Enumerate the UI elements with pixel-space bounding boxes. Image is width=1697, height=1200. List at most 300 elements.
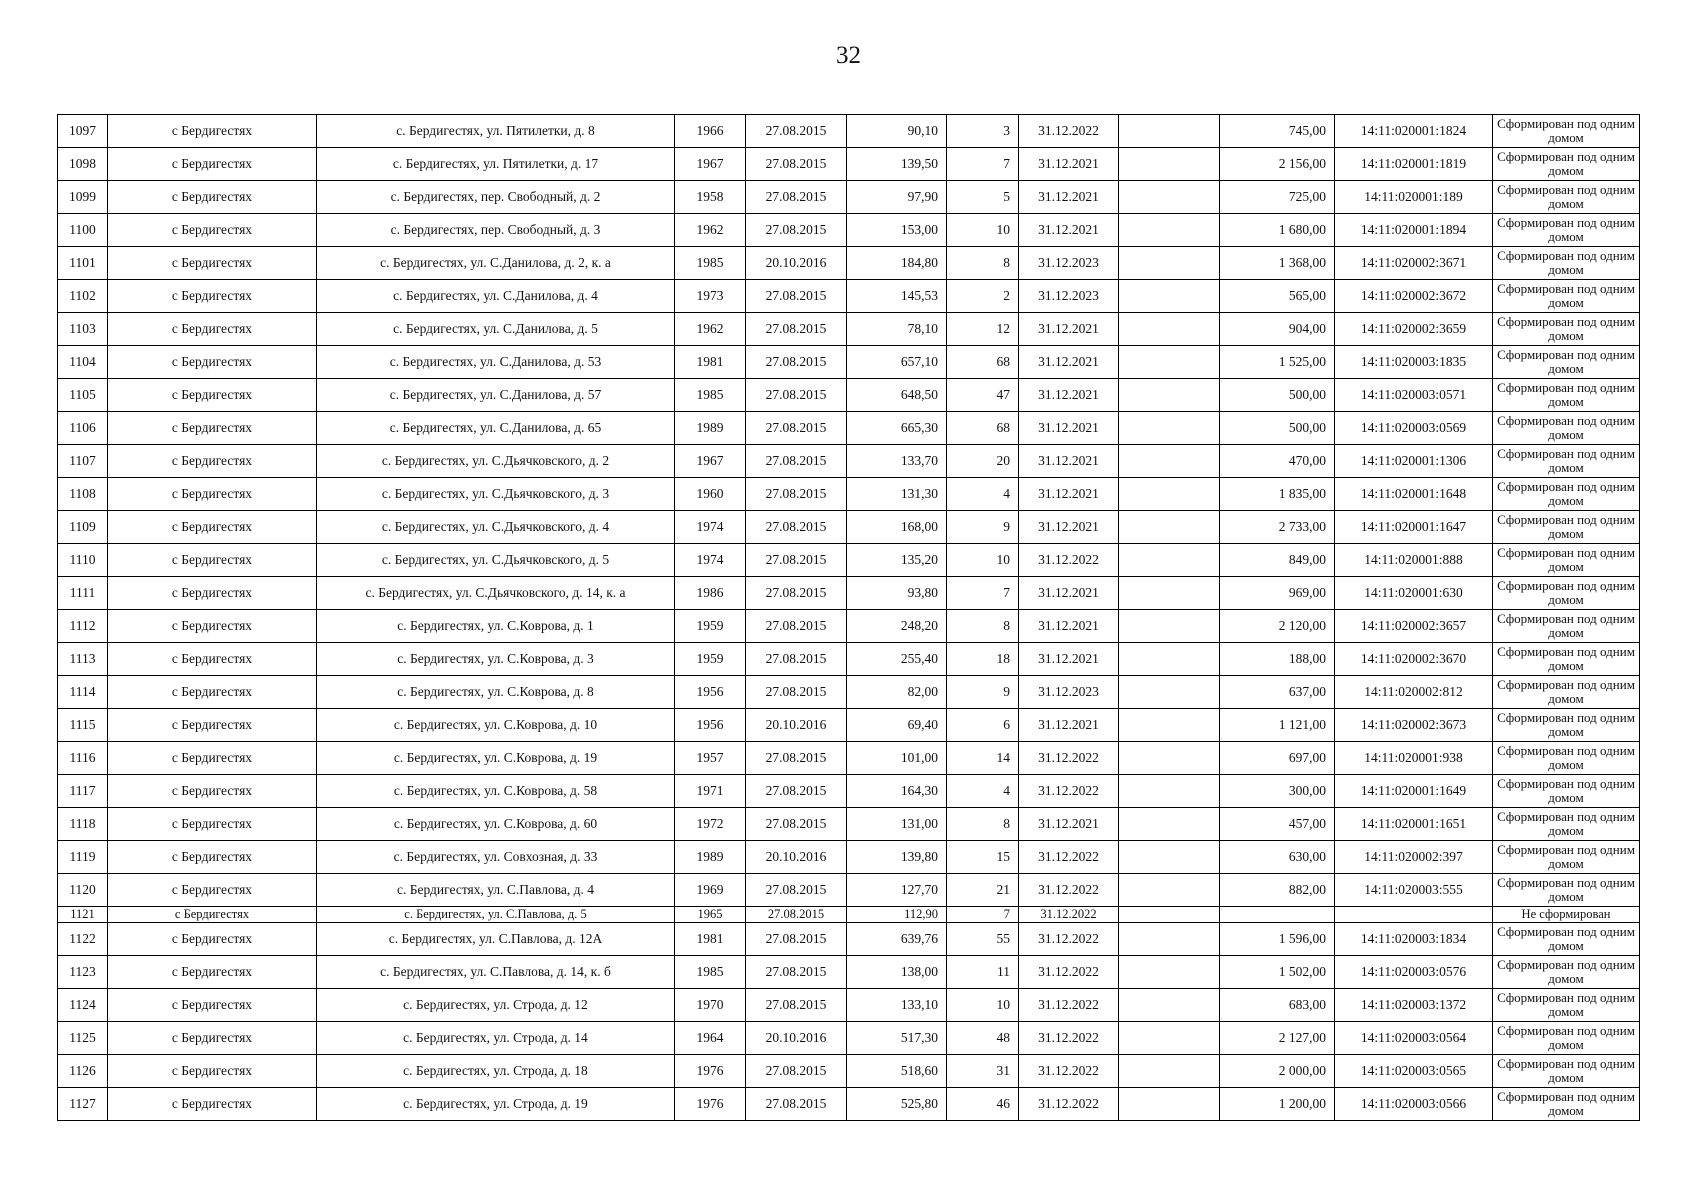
locality-cell: с Бердигестях: [108, 544, 317, 577]
deadline-cell: 31.12.2021: [1019, 148, 1119, 181]
area-cell: 101,00: [847, 742, 947, 775]
area-cell: 665,30: [847, 412, 947, 445]
land-area-cell: 849,00: [1220, 544, 1335, 577]
inclusion-date-cell: 27.08.2015: [746, 1088, 847, 1121]
empty-cell: [1119, 247, 1220, 280]
inclusion-date-cell: 27.08.2015: [746, 610, 847, 643]
land-area-cell: 630,00: [1220, 841, 1335, 874]
table-row: [58, 346, 1640, 379]
table-row: [58, 1055, 1640, 1088]
count-cell: 21: [947, 874, 1019, 907]
address-cell: с. Бердигестях, ул. С.Данилова, д. 65: [317, 412, 675, 445]
address-cell: с. Бердигестях, ул. Строда, д. 18: [317, 1055, 675, 1088]
deadline-cell: 31.12.2022: [1019, 907, 1119, 923]
address-cell: с. Бердигестях, ул. С.Данилова, д. 2, к. а: [317, 247, 675, 280]
locality-cell: с Бердигестях: [108, 907, 317, 923]
row-number-cell: 1108: [58, 478, 108, 511]
count-cell: 4: [947, 478, 1019, 511]
empty-cell: [1119, 709, 1220, 742]
area-cell: 138,00: [847, 956, 947, 989]
table-row: [58, 808, 1640, 841]
cadastral-number-cell: 14:11:020003:0571: [1335, 379, 1493, 412]
inclusion-date-cell: 27.08.2015: [746, 115, 847, 148]
address-cell: с. Бердигестях, пер. Свободный, д. 2: [317, 181, 675, 214]
empty-cell: [1119, 181, 1220, 214]
deadline-cell: 31.12.2021: [1019, 610, 1119, 643]
row-number-cell: 1116: [58, 742, 108, 775]
year-cell: 1974: [675, 511, 746, 544]
count-cell: 9: [947, 511, 1019, 544]
status-cell: Сформирован под одним домом: [1493, 1088, 1640, 1121]
land-area-cell: 683,00: [1220, 989, 1335, 1022]
count-cell: 14: [947, 742, 1019, 775]
table-row: [58, 148, 1640, 181]
locality-cell: с Бердигестях: [108, 1022, 317, 1055]
locality-cell: с Бердигестях: [108, 676, 317, 709]
status-cell: Сформирован под одним домом: [1493, 445, 1640, 478]
inclusion-date-cell: 27.08.2015: [746, 874, 847, 907]
status-cell: Сформирован под одним домом: [1493, 577, 1640, 610]
empty-cell: [1119, 989, 1220, 1022]
row-number-cell: 1117: [58, 775, 108, 808]
locality-cell: с Бердигестях: [108, 610, 317, 643]
count-cell: 10: [947, 544, 1019, 577]
count-cell: 9: [947, 676, 1019, 709]
inclusion-date-cell: 27.08.2015: [746, 181, 847, 214]
address-cell: с. Бердигестях, ул. С.Павлова, д. 5: [317, 907, 675, 923]
land-area-cell: 1 121,00: [1220, 709, 1335, 742]
cadastral-number-cell: 14:11:020002:3659: [1335, 313, 1493, 346]
inclusion-date-cell: 27.08.2015: [746, 445, 847, 478]
empty-cell: [1119, 1088, 1220, 1121]
row-number-cell: 1125: [58, 1022, 108, 1055]
locality-cell: с Бердигестях: [108, 709, 317, 742]
row-number-cell: 1109: [58, 511, 108, 544]
empty-cell: [1119, 379, 1220, 412]
year-cell: 1985: [675, 379, 746, 412]
row-number-cell: 1122: [58, 923, 108, 956]
locality-cell: с Бердигестях: [108, 874, 317, 907]
year-cell: 1970: [675, 989, 746, 1022]
cadastral-number-cell: 14:11:020002:812: [1335, 676, 1493, 709]
status-cell: Сформирован под одним домом: [1493, 775, 1640, 808]
cadastral-number-cell: 14:11:020001:888: [1335, 544, 1493, 577]
inclusion-date-cell: 27.08.2015: [746, 676, 847, 709]
row-number-cell: 1111: [58, 577, 108, 610]
status-cell: Сформирован под одним домом: [1493, 544, 1640, 577]
land-area-cell: 969,00: [1220, 577, 1335, 610]
land-area-cell: 1 368,00: [1220, 247, 1335, 280]
land-area-cell: 745,00: [1220, 115, 1335, 148]
year-cell: 1956: [675, 676, 746, 709]
empty-cell: [1119, 445, 1220, 478]
locality-cell: с Бердигестях: [108, 214, 317, 247]
inclusion-date-cell: 27.08.2015: [746, 313, 847, 346]
year-cell: 1981: [675, 346, 746, 379]
deadline-cell: 31.12.2021: [1019, 379, 1119, 412]
deadline-cell: 31.12.2021: [1019, 412, 1119, 445]
address-cell: с. Бердигестях, ул. С.Дьячковского, д. 14, к. а: [317, 577, 675, 610]
deadline-cell: 31.12.2021: [1019, 181, 1119, 214]
table-row: [58, 742, 1640, 775]
count-cell: 68: [947, 412, 1019, 445]
count-cell: 2: [947, 280, 1019, 313]
deadline-cell: 31.12.2021: [1019, 577, 1119, 610]
land-area-cell: 2 120,00: [1220, 610, 1335, 643]
table-row: [58, 478, 1640, 511]
table-row: [58, 1088, 1640, 1121]
row-number-cell: 1098: [58, 148, 108, 181]
deadline-cell: 31.12.2022: [1019, 1088, 1119, 1121]
cadastral-number-cell: 14:11:020002:3672: [1335, 280, 1493, 313]
inclusion-date-cell: 20.10.2016: [746, 841, 847, 874]
table-row: [58, 956, 1640, 989]
table-body: [58, 115, 1640, 1121]
deadline-cell: 31.12.2023: [1019, 247, 1119, 280]
row-number-cell: 1113: [58, 643, 108, 676]
area-cell: 255,40: [847, 643, 947, 676]
status-cell: Сформирован под одним домом: [1493, 478, 1640, 511]
address-cell: с. Бердигестях, ул. С.Дьячковского, д. 2: [317, 445, 675, 478]
locality-cell: с Бердигестях: [108, 841, 317, 874]
year-cell: 1958: [675, 181, 746, 214]
land-area-cell: 697,00: [1220, 742, 1335, 775]
area-cell: 139,50: [847, 148, 947, 181]
inclusion-date-cell: 27.08.2015: [746, 1055, 847, 1088]
cadastral-number-cell: 14:11:020003:0566: [1335, 1088, 1493, 1121]
land-area-cell: 1 596,00: [1220, 923, 1335, 956]
table-row: [58, 544, 1640, 577]
status-cell: Сформирован под одним домом: [1493, 956, 1640, 989]
land-area-cell: 725,00: [1220, 181, 1335, 214]
status-cell: Сформирован под одним домом: [1493, 412, 1640, 445]
address-cell: с. Бердигестях, ул. С.Коврова, д. 58: [317, 775, 675, 808]
count-cell: 20: [947, 445, 1019, 478]
address-cell: с. Бердигестях, ул. С.Коврова, д. 19: [317, 742, 675, 775]
count-cell: 15: [947, 841, 1019, 874]
locality-cell: с Бердигестях: [108, 775, 317, 808]
inclusion-date-cell: 27.08.2015: [746, 907, 847, 923]
deadline-cell: 31.12.2022: [1019, 923, 1119, 956]
deadline-cell: 31.12.2021: [1019, 313, 1119, 346]
area-cell: 145,53: [847, 280, 947, 313]
cadastral-number-cell: 14:11:020002:3673: [1335, 709, 1493, 742]
status-cell: Сформирован под одним домом: [1493, 923, 1640, 956]
table-row: [58, 247, 1640, 280]
year-cell: 1962: [675, 214, 746, 247]
inclusion-date-cell: 27.08.2015: [746, 923, 847, 956]
row-number-cell: 1110: [58, 544, 108, 577]
land-area-cell: 457,00: [1220, 808, 1335, 841]
area-cell: 135,20: [847, 544, 947, 577]
empty-cell: [1119, 214, 1220, 247]
row-number-cell: 1101: [58, 247, 108, 280]
address-cell: с. Бердигестях, ул. С.Дьячковского, д. 3: [317, 478, 675, 511]
address-cell: с. Бердигестях, пер. Свободный, д. 3: [317, 214, 675, 247]
locality-cell: с Бердигестях: [108, 280, 317, 313]
status-cell: Сформирован под одним домом: [1493, 280, 1640, 313]
land-area-cell: 1 835,00: [1220, 478, 1335, 511]
row-number-cell: 1100: [58, 214, 108, 247]
deadline-cell: 31.12.2021: [1019, 808, 1119, 841]
locality-cell: с Бердигестях: [108, 148, 317, 181]
locality-cell: с Бердигестях: [108, 247, 317, 280]
address-cell: с. Бердигестях, ул. С.Павлова, д. 12А: [317, 923, 675, 956]
cadastral-number-cell: 14:11:020002:3670: [1335, 643, 1493, 676]
row-number-cell: 1105: [58, 379, 108, 412]
table-row: [58, 610, 1640, 643]
area-cell: 248,20: [847, 610, 947, 643]
land-area-cell: 500,00: [1220, 412, 1335, 445]
empty-cell: [1119, 478, 1220, 511]
table-row: [58, 907, 1640, 923]
row-number-cell: 1112: [58, 610, 108, 643]
row-number-cell: 1103: [58, 313, 108, 346]
count-cell: 8: [947, 808, 1019, 841]
inclusion-date-cell: 27.08.2015: [746, 989, 847, 1022]
land-area-cell: 2 000,00: [1220, 1055, 1335, 1088]
count-cell: 46: [947, 1088, 1019, 1121]
table-row: [58, 214, 1640, 247]
address-cell: с. Бердигестях, ул. Строда, д. 12: [317, 989, 675, 1022]
empty-cell: [1119, 676, 1220, 709]
deadline-cell: 31.12.2022: [1019, 1055, 1119, 1088]
empty-cell: [1119, 1022, 1220, 1055]
table-row: [58, 923, 1640, 956]
area-cell: 648,50: [847, 379, 947, 412]
locality-cell: с Бердигестях: [108, 956, 317, 989]
locality-cell: с Бердигестях: [108, 445, 317, 478]
land-area-cell: 904,00: [1220, 313, 1335, 346]
row-number-cell: 1121: [58, 907, 108, 923]
deadline-cell: 31.12.2022: [1019, 742, 1119, 775]
table-row: [58, 775, 1640, 808]
count-cell: 4: [947, 775, 1019, 808]
year-cell: 1959: [675, 610, 746, 643]
inclusion-date-cell: 27.08.2015: [746, 478, 847, 511]
table-row: [58, 874, 1640, 907]
empty-cell: [1119, 610, 1220, 643]
cadastral-number-cell: 14:11:020001:1647: [1335, 511, 1493, 544]
address-cell: с. Бердигестях, ул. С.Коврова, д. 8: [317, 676, 675, 709]
area-cell: 133,70: [847, 445, 947, 478]
row-number-cell: 1102: [58, 280, 108, 313]
deadline-cell: 31.12.2021: [1019, 346, 1119, 379]
inclusion-date-cell: 27.08.2015: [746, 511, 847, 544]
locality-cell: с Бердигестях: [108, 346, 317, 379]
deadline-cell: 31.12.2022: [1019, 1022, 1119, 1055]
table-row: [58, 577, 1640, 610]
empty-cell: [1119, 280, 1220, 313]
area-cell: 78,10: [847, 313, 947, 346]
status-cell: Не сформирован: [1493, 907, 1640, 923]
inclusion-date-cell: 27.08.2015: [746, 643, 847, 676]
area-cell: 82,00: [847, 676, 947, 709]
deadline-cell: 31.12.2022: [1019, 989, 1119, 1022]
area-cell: 69,40: [847, 709, 947, 742]
empty-cell: [1119, 956, 1220, 989]
row-number-cell: 1107: [58, 445, 108, 478]
year-cell: 1973: [675, 280, 746, 313]
address-cell: с. Бердигестях, ул. С.Данилова, д. 57: [317, 379, 675, 412]
table-row: [58, 412, 1640, 445]
year-cell: 1959: [675, 643, 746, 676]
inclusion-date-cell: 27.08.2015: [746, 742, 847, 775]
address-cell: с. Бердигестях, ул. Пятилетки, д. 8: [317, 115, 675, 148]
year-cell: 1989: [675, 412, 746, 445]
cadastral-number-cell: 14:11:020003:555: [1335, 874, 1493, 907]
count-cell: 5: [947, 181, 1019, 214]
cadastral-number-cell: 14:11:020001:1651: [1335, 808, 1493, 841]
status-cell: Сформирован под одним домом: [1493, 379, 1640, 412]
status-cell: Сформирован под одним домом: [1493, 214, 1640, 247]
inclusion-date-cell: 27.08.2015: [746, 346, 847, 379]
land-area-cell: [1220, 907, 1335, 923]
count-cell: 12: [947, 313, 1019, 346]
address-cell: с. Бердигестях, ул. С.Коврова, д. 3: [317, 643, 675, 676]
land-area-cell: 1 502,00: [1220, 956, 1335, 989]
locality-cell: с Бердигестях: [108, 478, 317, 511]
land-area-cell: 2 127,00: [1220, 1022, 1335, 1055]
area-cell: 168,00: [847, 511, 947, 544]
row-number-cell: 1124: [58, 989, 108, 1022]
area-cell: 164,30: [847, 775, 947, 808]
table-row: [58, 709, 1640, 742]
area-cell: 131,30: [847, 478, 947, 511]
cadastral-number-cell: 14:11:020002:397: [1335, 841, 1493, 874]
count-cell: 47: [947, 379, 1019, 412]
deadline-cell: 31.12.2021: [1019, 643, 1119, 676]
area-cell: 517,30: [847, 1022, 947, 1055]
deadline-cell: 31.12.2021: [1019, 709, 1119, 742]
status-cell: Сформирован под одним домом: [1493, 742, 1640, 775]
year-cell: 1985: [675, 247, 746, 280]
year-cell: 1967: [675, 445, 746, 478]
year-cell: 1976: [675, 1088, 746, 1121]
land-area-cell: 565,00: [1220, 280, 1335, 313]
address-cell: с. Бердигестях, ул. С.Коврова, д. 60: [317, 808, 675, 841]
year-cell: 1974: [675, 544, 746, 577]
year-cell: 1981: [675, 923, 746, 956]
year-cell: 1972: [675, 808, 746, 841]
land-area-cell: 500,00: [1220, 379, 1335, 412]
cadastral-number-cell: 14:11:020002:3671: [1335, 247, 1493, 280]
status-cell: Сформирован под одним домом: [1493, 115, 1640, 148]
address-cell: с. Бердигестях, ул. Строда, д. 14: [317, 1022, 675, 1055]
table-row: [58, 643, 1640, 676]
area-cell: 127,70: [847, 874, 947, 907]
land-area-cell: 637,00: [1220, 676, 1335, 709]
inclusion-date-cell: 27.08.2015: [746, 214, 847, 247]
count-cell: 3: [947, 115, 1019, 148]
status-cell: Сформирован под одним домом: [1493, 247, 1640, 280]
area-cell: 525,80: [847, 1088, 947, 1121]
status-cell: Сформирован под одним домом: [1493, 511, 1640, 544]
area-cell: 90,10: [847, 115, 947, 148]
deadline-cell: 31.12.2022: [1019, 115, 1119, 148]
land-area-cell: 882,00: [1220, 874, 1335, 907]
empty-cell: [1119, 643, 1220, 676]
deadline-cell: 31.12.2021: [1019, 214, 1119, 247]
count-cell: 7: [947, 148, 1019, 181]
status-cell: Сформирован под одним домом: [1493, 709, 1640, 742]
area-cell: 153,00: [847, 214, 947, 247]
year-cell: 1957: [675, 742, 746, 775]
address-cell: с. Бердигестях, ул. С.Павлова, д. 14, к. б: [317, 956, 675, 989]
empty-cell: [1119, 775, 1220, 808]
cadastral-number-cell: 14:11:020001:630: [1335, 577, 1493, 610]
address-cell: с. Бердигестях, ул. С.Дьячковского, д. 5: [317, 544, 675, 577]
status-cell: Сформирован под одним домом: [1493, 808, 1640, 841]
land-area-cell: 188,00: [1220, 643, 1335, 676]
address-cell: с. Бердигестях, ул. С.Дьячковского, д. 4: [317, 511, 675, 544]
cadastral-number-cell: 14:11:020003:1834: [1335, 923, 1493, 956]
deadline-cell: 31.12.2022: [1019, 544, 1119, 577]
cadastral-number-cell: 14:11:020003:0576: [1335, 956, 1493, 989]
row-number-cell: 1123: [58, 956, 108, 989]
count-cell: 6: [947, 709, 1019, 742]
row-number-cell: 1115: [58, 709, 108, 742]
land-area-cell: 1 525,00: [1220, 346, 1335, 379]
status-cell: Сформирован под одним домом: [1493, 643, 1640, 676]
area-cell: 112,90: [847, 907, 947, 923]
land-area-cell: 470,00: [1220, 445, 1335, 478]
cadastral-number-cell: 14:11:020003:0564: [1335, 1022, 1493, 1055]
row-number-cell: 1099: [58, 181, 108, 214]
land-area-cell: 1 680,00: [1220, 214, 1335, 247]
address-cell: с. Бердигестях, ул. С.Данилова, д. 5: [317, 313, 675, 346]
cadastral-number-cell: 14:11:020001:1649: [1335, 775, 1493, 808]
deadline-cell: 31.12.2021: [1019, 511, 1119, 544]
year-cell: 1985: [675, 956, 746, 989]
count-cell: 7: [947, 577, 1019, 610]
year-cell: 1971: [675, 775, 746, 808]
cadastral-number-cell: 14:11:020003:0569: [1335, 412, 1493, 445]
address-cell: с. Бердигестях, ул. Строда, д. 19: [317, 1088, 675, 1121]
year-cell: 1969: [675, 874, 746, 907]
area-cell: 518,60: [847, 1055, 947, 1088]
count-cell: 31: [947, 1055, 1019, 1088]
year-cell: 1989: [675, 841, 746, 874]
status-cell: Сформирован под одним домом: [1493, 610, 1640, 643]
empty-cell: [1119, 115, 1220, 148]
area-cell: 657,10: [847, 346, 947, 379]
deadline-cell: 31.12.2022: [1019, 874, 1119, 907]
inclusion-date-cell: 20.10.2016: [746, 1022, 847, 1055]
status-cell: Сформирован под одним домом: [1493, 148, 1640, 181]
locality-cell: с Бердигестях: [108, 181, 317, 214]
year-cell: 1962: [675, 313, 746, 346]
area-cell: 139,80: [847, 841, 947, 874]
status-cell: Сформирован под одним домом: [1493, 841, 1640, 874]
land-area-cell: 2 733,00: [1220, 511, 1335, 544]
cadastral-number-cell: 14:11:020003:0565: [1335, 1055, 1493, 1088]
address-cell: с. Бердигестях, ул. С.Коврова, д. 10: [317, 709, 675, 742]
year-cell: 1956: [675, 709, 746, 742]
count-cell: 8: [947, 247, 1019, 280]
status-cell: Сформирован под одним домом: [1493, 676, 1640, 709]
inclusion-date-cell: 20.10.2016: [746, 709, 847, 742]
status-cell: Сформирован под одним домом: [1493, 346, 1640, 379]
year-cell: 1964: [675, 1022, 746, 1055]
locality-cell: с Бердигестях: [108, 1055, 317, 1088]
locality-cell: с Бердигестях: [108, 379, 317, 412]
count-cell: 10: [947, 214, 1019, 247]
row-number-cell: 1097: [58, 115, 108, 148]
empty-cell: [1119, 923, 1220, 956]
table-row: [58, 115, 1640, 148]
table-row: [58, 841, 1640, 874]
